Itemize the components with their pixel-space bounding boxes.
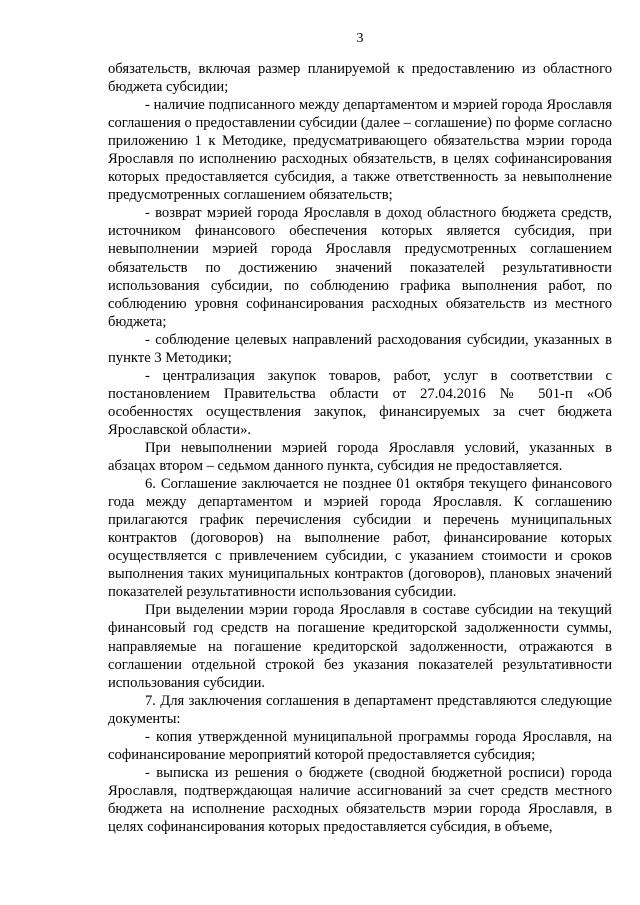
list-item-refund: - возврат мэрией города Ярославля в доход областного бюджета средств, источником финансового обеспечения которых является субсидия, при невыполнении мэрией города Ярославля предусмотренных соглашением обязательств по достижению значений показателей результативности использования субсидии, по соблюдению графика выполнения работ, по соблюдению уровня софинансирования расходных обязательств из местного бюджета; [108,205,612,330]
document-page [108,30,612,836]
list-item-budget-extract: - выписка из решения о бюджете (сводной бюджетной росписи) города Ярославля, подтверждающая наличие ассигнований за счет средств местного бюджета на исполнение расходных обязательств мэрии города Ярославля, в целях софинансирования которых предоставляется субсидия, в объеме, [108,764,612,835]
paragraph-item-7: 7. Для заключения соглашения в департамент представляются следующие документы: [108,692,612,727]
list-item-centralized-procurement: - централизация закупок товаров, работ, услуг в соответствии с постановлением Правительства области от 27.04.2016 № 501-п «Об особенностях осуществления закупок, финансируемых за счет бюджета Ярославской области». [108,367,612,438]
paragraph-continuation: обязательств, включая размер планируемой к предоставлению из областного бюджета субсидии; [108,61,612,96]
paragraph-non-fulfillment: При невыполнении мэрией города Ярославля условий, указанных в абзацах втором – седьмом данного пункта, субсидия не предоставляется. [108,439,612,475]
page-number: 3 [356,31,364,46]
list-item-target-use: - соблюдение целевых направлений расходования субсидии, указанных в пункте 3 Методики; [108,331,612,366]
list-item-program-copy: - копия утвержденной муниципальной программы города Ярославля, на софинансирование мероприятий которой предоставляется субсидия; [108,728,612,763]
paragraph-item-6: 6. Соглашение заключается не позднее 01 октября текущего финансового года между департаментом и мэрией города Ярославля. К соглашению прилагаются график перечисления субсидии и перечень муниципальных контрактов (договоров) на выполнение работ, финансирование которых осуществляется с привлечением субсидии, с указанием стоимости и сроков выполнения таких муниципальных контрактов (договоров), плановых значений показателей результативности использования субсидии. [108,476,612,601]
list-item-signed-agreement: - наличие подписанного между департаментом и мэрией города Ярославля соглашения о предоставлении субсидии (далее – соглашение) по форме согласно приложению 1 к Методике, предусматривающего обязательства мэрии города Ярославля по исполнению расходных обязательств, в целях софинансирования которых предоставляется субсидия, а также ответственность за невыполнение предусмотренных соглашением обязательств; [108,97,612,204]
paragraph-creditor-debt: При выделении мэрии города Ярославля в составе субсидии на текущий финансовый год средств на погашение кредиторской задолженности суммы, направляемые на погашение кредиторской задолженности, отражаются в соглашении отдельной строкой без указания показателей результативности использования субсидии. [108,602,612,691]
